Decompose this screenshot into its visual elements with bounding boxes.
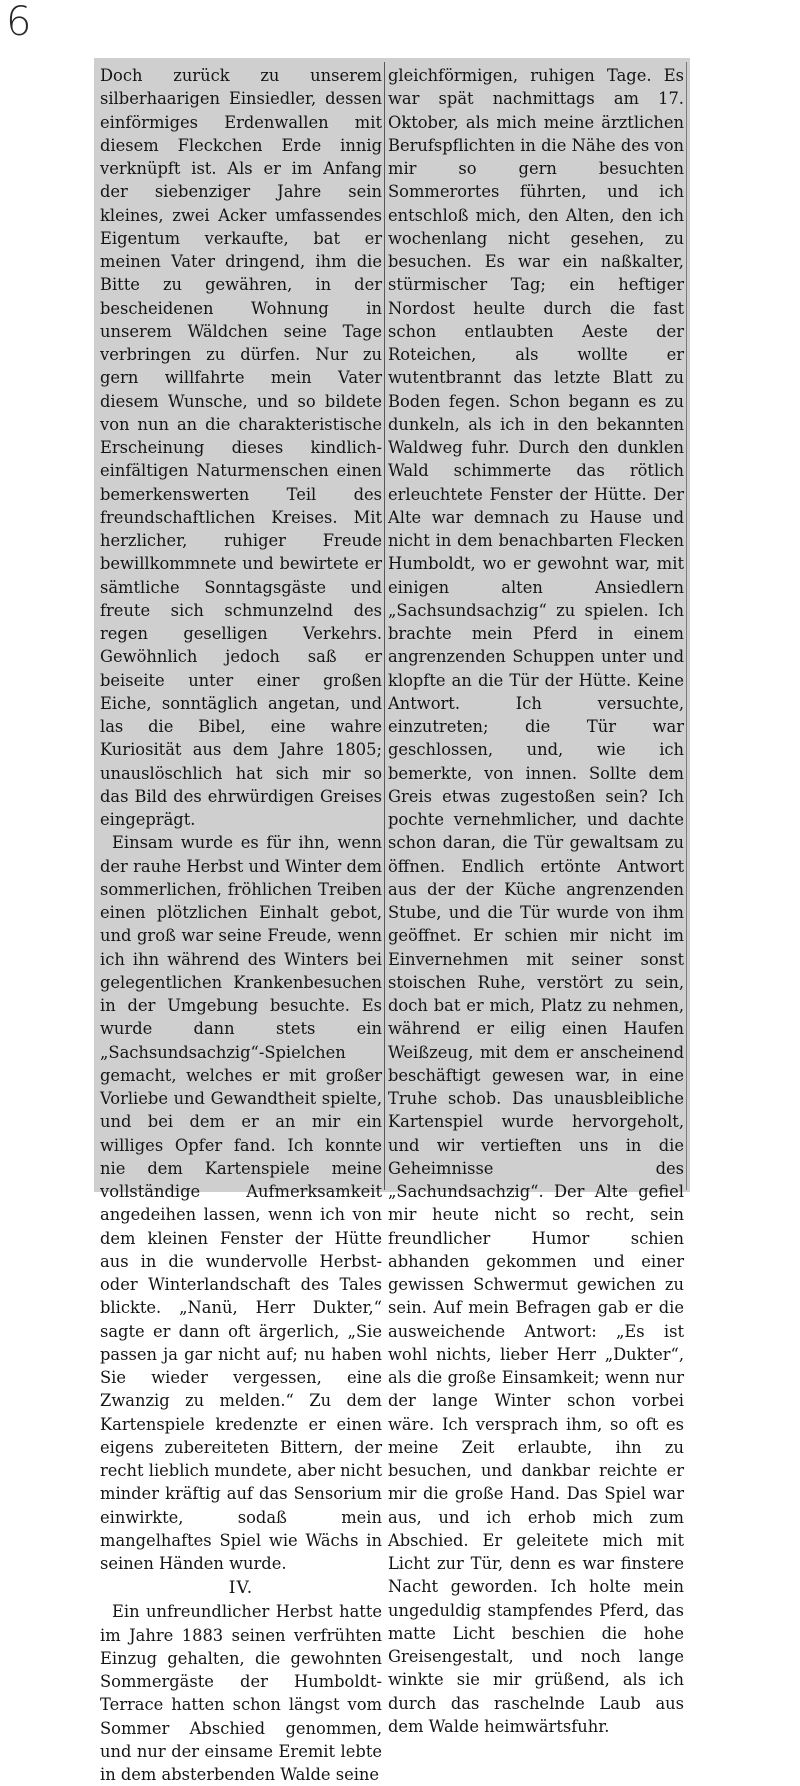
- page-number: 6: [6, 0, 32, 45]
- left-paragraph-1: Doch zurück zu unserem silberhaarigen Einsiedler, dessen einförmiges Erdenwallen mit diesem Fleckchen Erde innig verknüpft ist. Als er im Anfang der siebenziger Jahre sein kleines, zwei Acker umfassendes Eigentum verkaufte, bat er meinen Vater dringend, ihm die Bitte zu gewähren, in der bescheidenen Wohnung in unserem Wäldchen seine Tage verbringen zu dürfen. Nur zu gern willfahrte mein Vater diesem Wunsche, und so bildete von nun an die charakteristische Erscheinung dieses kindlich-einfältigen Naturmenschen einen bemerkenswerten Teil des freundschaftlichen Kreises. Mit herzlicher, ruhiger Freude bewillkommnete und bewirtete er sämtliche Sonntagsgäste und freute sich schmunzelnd des regen geselligen Verkehrs. Gewöhnlich jedoch saß er beiseite unter einer großen Eiche, sonntäglich angetan, und las die Bibel, eine wahre Kuriosität aus dem Jahre 1805; unauslöschlich hat sich mir so das Bild des ehrwürdigen Greises eingeprägt.: [100, 66, 382, 829]
- left-paragraph-3: Ein unfreundlicher Herbst hatte im Jahre 1883 seinen verfrühten Einzug gehalten, die gewohnten Sommergäste der Humboldt-Terrace hatten schon längst vom Sommer Abschied genommen, und nur der einsame Eremit lebte in dem absterbenden Walde seine: [100, 1602, 382, 1784]
- clipping-right-edge: [686, 62, 687, 1190]
- column-divider: [384, 62, 385, 1190]
- right-paragraph-1: gleichförmigen, ruhigen Tage. Es war spät nachmittags am 17. Oktober, als mich meine ärztlichen Berufspflichten in die Nähe des von mir so gern besuchten Sommerortes führten, und ich entschloß mich, den Alten, den ich wochenlang nicht gesehen, zu besuchen. Es war ein naßkalter, stürmischer Tag; ein heftiger Nordost heulte durch die fast schon entlaubten Aeste der Roteichen, als wollte er wutentbrannt das letzte Blatt zu Boden fegen. Schon begann es zu dunkeln, als ich in den bekannten Waldweg fuhr. Durch den dunklen Wald schimmerte das rötlich erleuchtete Fenster der Hütte. Der Alte war demnach zu Hause und nicht in dem benachbarten Flecken Humboldt, wo er gewohnt war, mit einigen alten Ansiedlern „Sachsundsachzig“ zu spielen. Ich brachte mein Pferd in einem angrenzenden Schuppen unter und klopfte an die Tür der Hütte. Keine Antwort. Ich versuchte, einzutreten; die Tür war geschlossen, und, wie ich bemerkte, von innen. Sollte dem Greis etwas zugestoßen sein? Ich pochte vernehmlicher, und dachte schon daran, die Tür gewaltsam zu öffnen. Endlich ertönte Antwort aus der der Küche angrenzenden Stube, und die Tür wurde von ihm geöffnet. Er schien mir nicht im Einvernehmen mit seiner sonst stoischen Ruhe, verstört zu sein, doch bat er mich, Platz zu nehmen, während er eilig einen Haufen Weißzeug, mit dem er anscheinend beschäftigt gewesen war, in eine Truhe schob. Das unausbleibliche Kartenspiel wurde hervorgeholt, und wir vertieften uns in die Geheimnisse des „Sachundsachzig“. Der Alte gefiel mir heute nicht so recht, sein freundlicher Humor schien abhanden gekommen und einer gewissen Schwermut gewichen zu sein. Auf mein Befragen gab er die ausweichende Antwort: „Es ist wohl nichts, lieber Herr „Dukter“, als die große Einsamkeit; wenn nur der lange Winter schon vorbei wäre. Ich versprach ihm, so oft es meine Zeit erlaubte, ihn zu besuchen, und dankbar reichte er mir die große Hand. Das Spiel war aus, und ich erhob mich zum Abschied. Er geleitete mich mit Licht zur Tür, denn es war finstere Nacht geworden. Ich holte mein ungeduldig stampfendes Pferd, das matte Licht beschien die hohe Greisengestalt, und noch lange winkte sie mir grüßend, als ich durch das raschelnde Laub aus dem Walde heimwärtsfuhr.: [388, 66, 684, 1736]
- left-paragraph-2: Einsam wurde es für ihn, wenn der rauhe Herbst und Winter dem sommerlichen, fröhlichen Treiben einen plötzlichen Einhalt gebot, und groß war seine Freude, wenn ich ihn während des Winters bei gelegentlichen Krankenbesuchen in der Umgebung besuchte. Es wurde dann stets ein „Sachsundsachzig“-Spielchen gemacht, welches er mit großer Vorliebe und Gewandtheit spielte, und bei dem er an mir ein williges Opfer fand. Ich konnte nie dem Kartenspiele meine vollständige Aufmerksamkeit angedeihen lassen, wenn ich von dem kleinen Fenster der Hütte aus in die wundervolle Herbst- oder Winterlandschaft des Tales blickte. „Nanü, Herr Dukter,“ sagte er dann oft ärgerlich, „Sie passen ja gar nicht auf; nu haben Sie wieder vergessen, eine Zwanzig zu melden.“ Zu dem Kartenspiele kredenzte er einen eigens zubereiteten Bittern, der recht lieblich mundete, aber nicht minder kräftig auf das Sensorium einwirkte, sodaß mein mangelhaftes Spiel wie Wächs in seinen Händen wurde.: [100, 833, 382, 1573]
- right-column: [388, 64, 684, 1738]
- left-column: [100, 64, 382, 1786]
- section-heading: IV.: [228, 1578, 254, 1599]
